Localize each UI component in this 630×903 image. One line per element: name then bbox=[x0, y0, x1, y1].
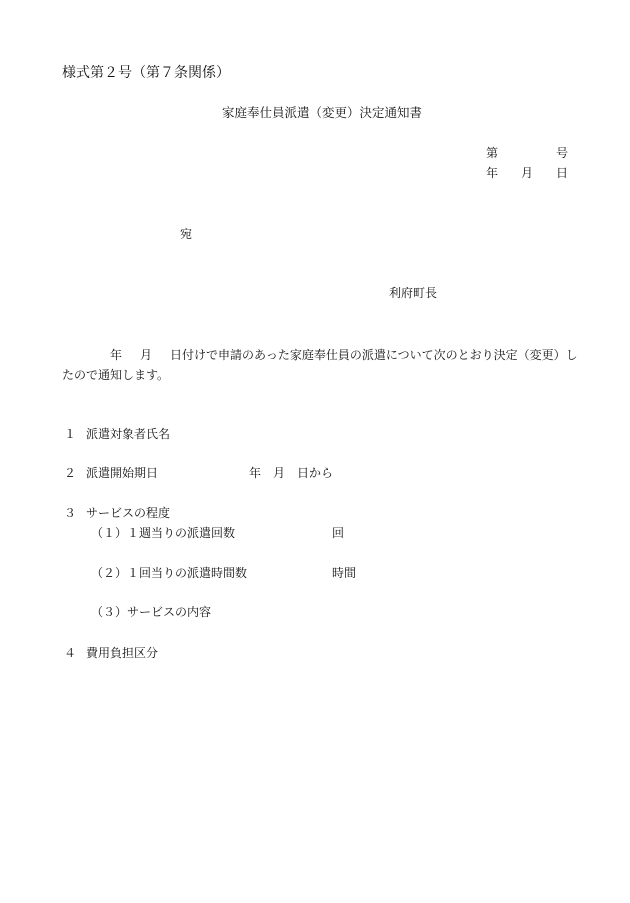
item3-number: ３ bbox=[64, 506, 77, 520]
document-title: 家庭奉仕員派遣（変更）決定通知書 bbox=[222, 105, 423, 120]
item3-sub1-label: （１）１週当りの派遣回数 bbox=[91, 526, 236, 540]
doc-date-day: 日 bbox=[556, 166, 569, 180]
body-month: 月 bbox=[140, 348, 153, 362]
body-year: 年 bbox=[110, 348, 123, 362]
sender-name: 利府町長 bbox=[389, 286, 438, 300]
item4-label: 費用負担区分 bbox=[86, 646, 159, 660]
addressee-suffix: 宛 bbox=[180, 227, 193, 241]
item2-number: ２ bbox=[64, 466, 77, 480]
item2-year: 年 bbox=[249, 466, 262, 480]
doc-number-suffix: 号 bbox=[556, 146, 569, 160]
item3-sub2-label: （２）１回当りの派遣時間数 bbox=[91, 566, 248, 580]
item3-label: サービスの程度 bbox=[86, 506, 171, 520]
form-number: 様式第２号（第７条関係） bbox=[62, 65, 230, 81]
item3-sub1-unit: 回 bbox=[332, 526, 345, 540]
item3-sub3-label: （３）サービスの内容 bbox=[91, 605, 212, 619]
item2-day-suffix: 日から bbox=[297, 466, 334, 480]
doc-date-month: 月 bbox=[521, 166, 534, 180]
body-text-rest: 日付けで申請のあった家庭奉仕員の派遣について次のとおり決定（変更）し bbox=[170, 348, 578, 362]
doc-date-year: 年 bbox=[486, 166, 499, 180]
item3-sub2-unit: 時間 bbox=[332, 566, 357, 580]
item1-number: １ bbox=[64, 427, 77, 441]
body-line-1 bbox=[110, 349, 578, 361]
body-line-2: たので通知します。 bbox=[62, 368, 170, 382]
item4-number: ４ bbox=[64, 646, 77, 660]
item2-month: 月 bbox=[273, 466, 286, 480]
item2-label: 派遣開始期日 bbox=[86, 466, 159, 480]
item1-label: 派遣対象者氏名 bbox=[86, 427, 171, 441]
doc-number-prefix: 第 bbox=[486, 146, 499, 160]
